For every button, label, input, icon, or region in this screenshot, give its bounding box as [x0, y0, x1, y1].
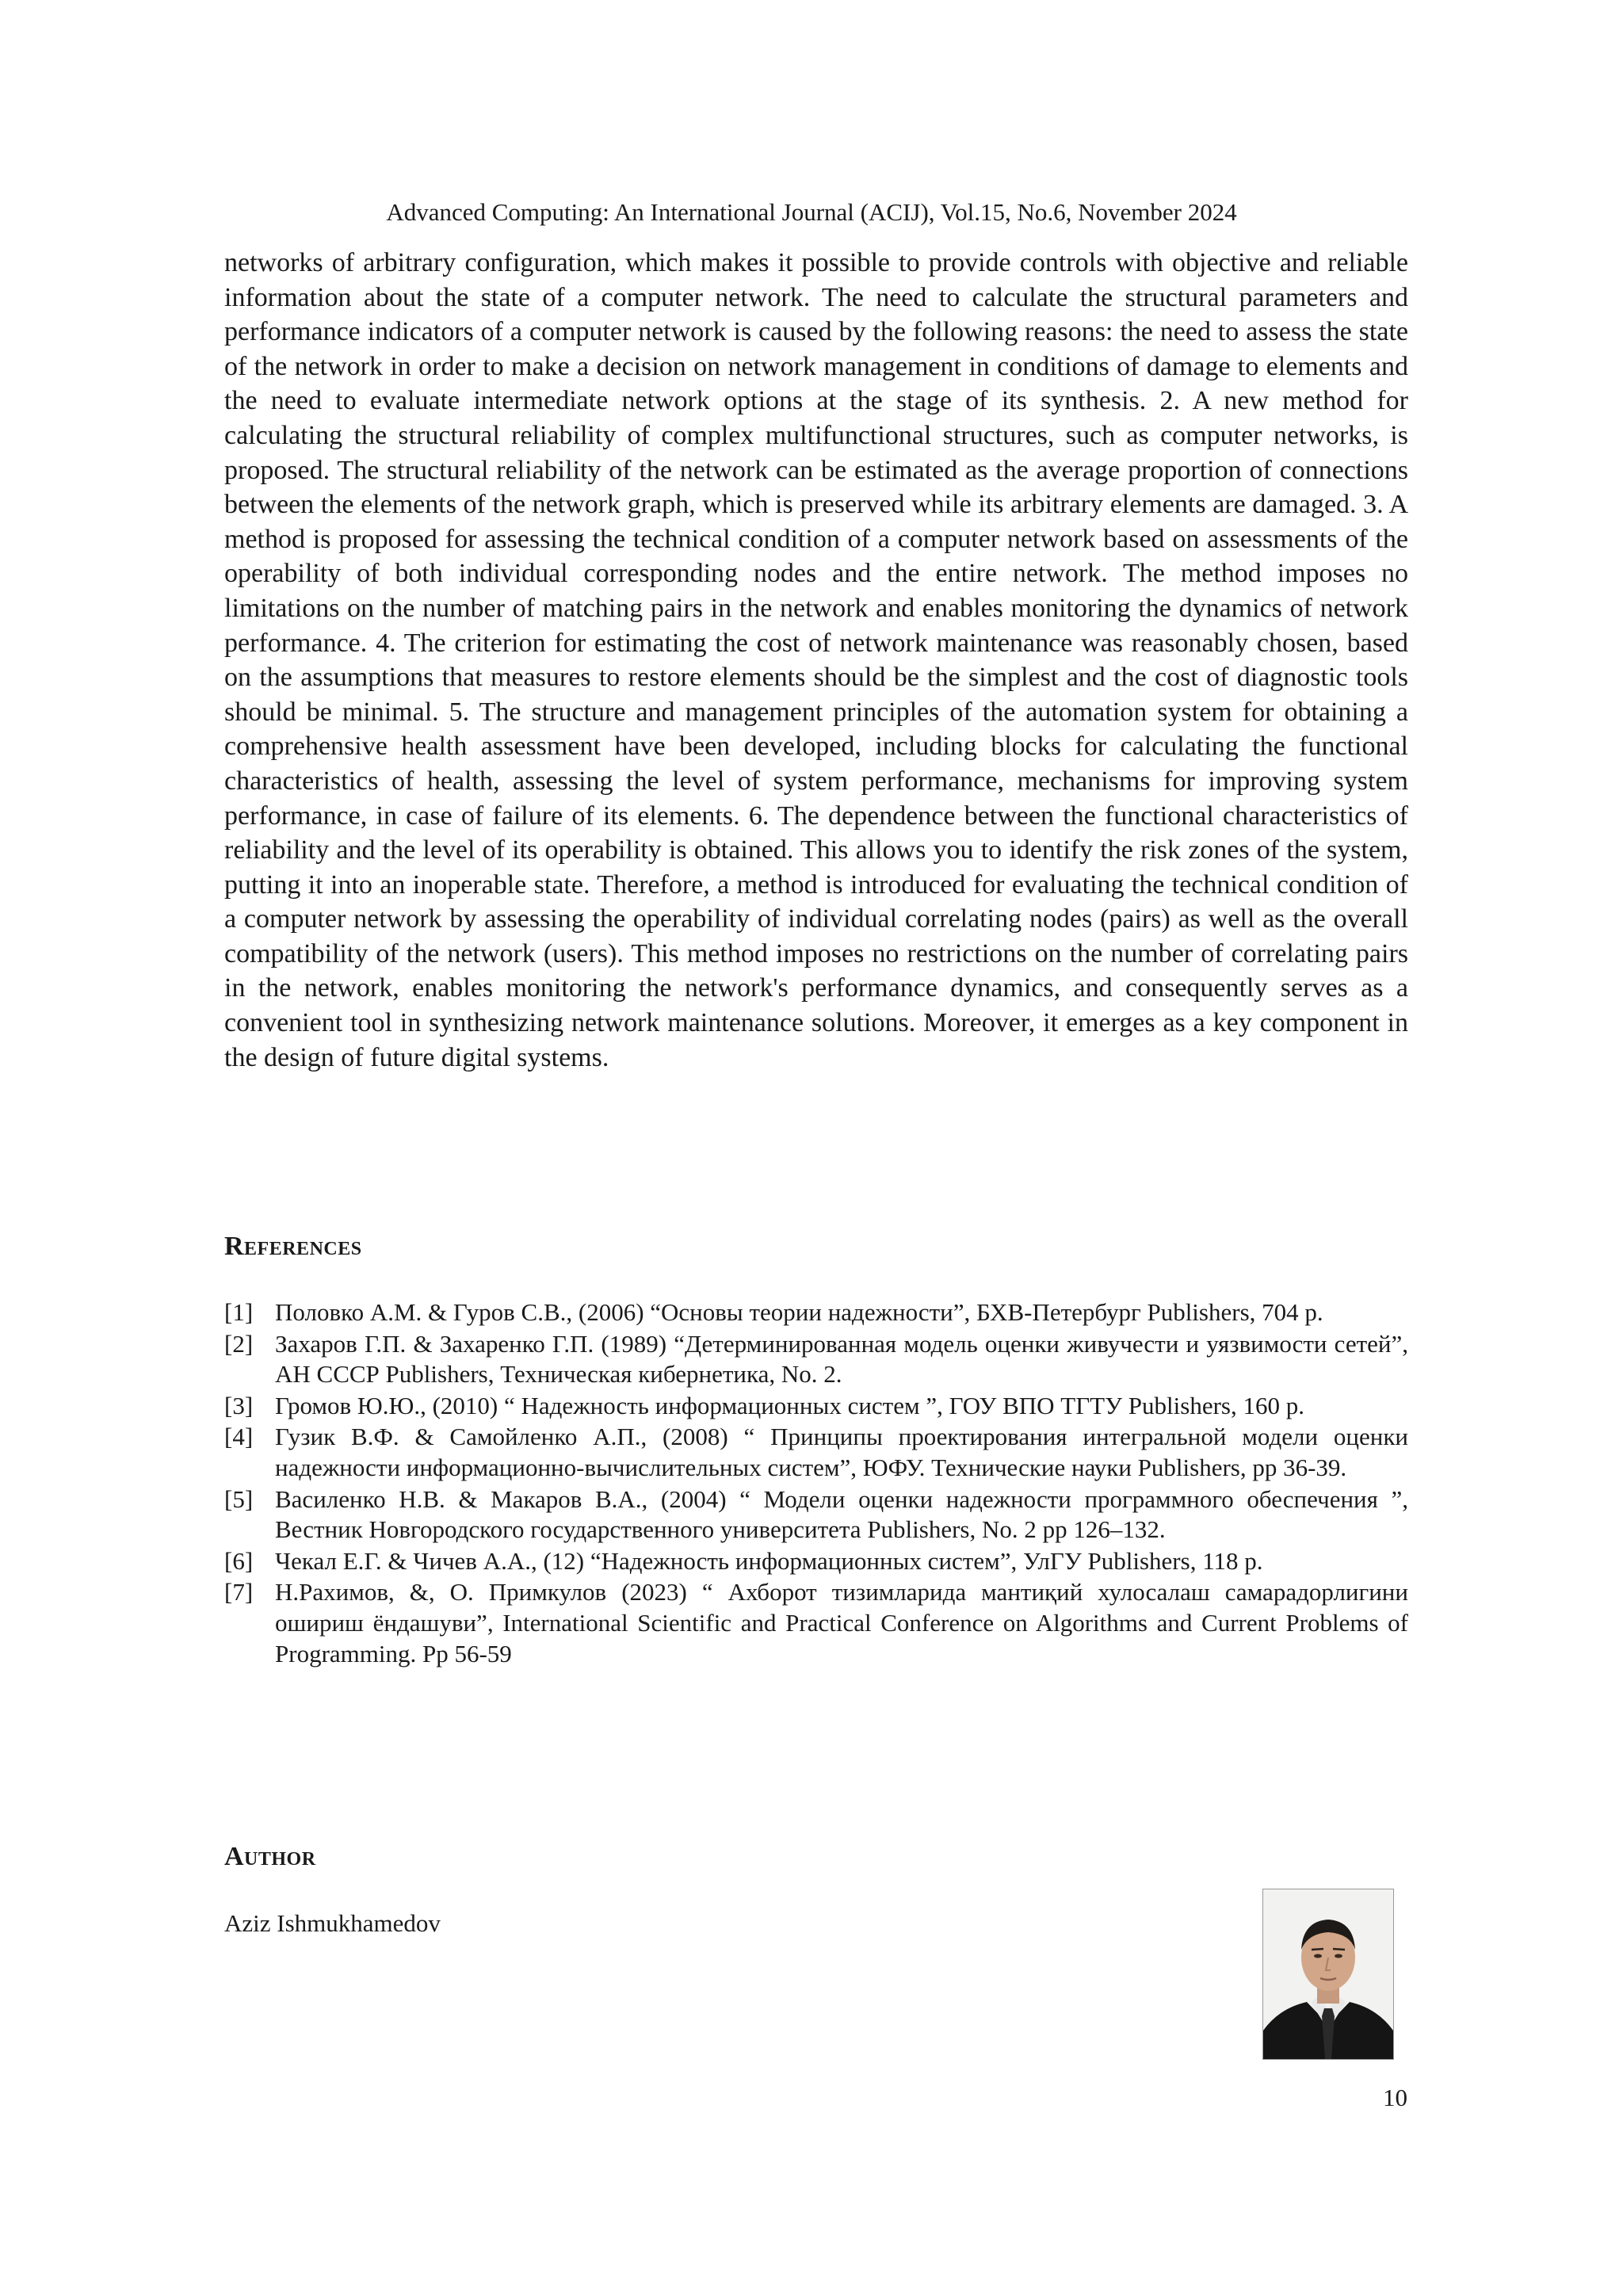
- reference-number: [6]: [224, 1546, 254, 1575]
- references-heading: References: [224, 1232, 362, 1261]
- reference-number: [4]: [224, 1423, 254, 1451]
- reference-item: [224, 1546, 1408, 1577]
- reference-number: [5]: [224, 1484, 254, 1513]
- reference-text: Гузик В.Ф. & Самойленко А.П., (2008) “ Принципы проектирования интегральной модели оценки надежности информационно-вычислительных систем”, ЮФУ. Технические науки Publishers, pp 36-39.: [275, 1423, 1408, 1481]
- author-name: Aziz Ishmukhamedov: [224, 1909, 441, 1937]
- reference-text: Чекал Е.Г. & Чичев А.А., (12) “Надежность информационных систем”, УлГУ Publishers, 118 р.: [275, 1546, 1263, 1575]
- reference-text: Громов Ю.Ю., (2010) “ Надежность информационных систем ”, ГОУ ВПО ТГТУ Publishers, 160 р.: [275, 1391, 1304, 1419]
- reference-item: [224, 1484, 1408, 1545]
- reference-number: [7]: [224, 1578, 254, 1606]
- reference-number: [3]: [224, 1391, 254, 1419]
- reference-number: [1]: [224, 1298, 254, 1326]
- author-portrait-image: [1263, 1889, 1393, 2059]
- page-number: 10: [1383, 2084, 1407, 2111]
- reference-text: Н.Рахимов, &, О. Примкулов (2023) “ Ахборот тизимларида мантиқий хулосалаш самарадорлигини ошириш ёндашуви”, International Scientific and Practical Conference on Algorithms and Current Problems of Programming. Pp 56-59: [275, 1578, 1408, 1668]
- references-list: [224, 1297, 1408, 1670]
- reference-item: [224, 1391, 1408, 1422]
- reference-item: [224, 1329, 1408, 1390]
- reference-text: Захаров Г.П. & Захаренко Г.П. (1989) “Детерминированная модель оценки живучести и уязвимости сетей”, АН СССР Publishers, Техническая кибернетика, No. 2.: [275, 1329, 1408, 1389]
- reference-text: Половко А.М. & Гуров С.В., (2006) “Основы теории надежности”, БХВ-Петербург Publishers, 704 р.: [275, 1298, 1323, 1326]
- author-photo: [1262, 1889, 1394, 2060]
- body-paragraph: networks of arbitrary configuration, which makes it possible to provide controls with objective and reliable information about the state of a computer network. The need to calculate the structural parameters and performance indicators of a computer network is caused by the following reasons: the need to assess the state of the network in order to make a decision on network management in conditions of damage to elements and the need to evaluate intermediate network options at the stage of its synthesis. 2. A new method for calculating the structural reliability of complex multifunctional structures, such as computer networks, is proposed. The structural reliability of the network can be estimated as the average proportion of connections between the elements of the network graph, which is preserved while its arbitrary elements are damaged. 3. A method is proposed for assessing the technical condition of a computer network based on assessments of the operability of both individual corresponding nodes and the entire network. The method imposes no limitations on the number of matching pairs in the network and enables monitoring the dynamics of network performance. 4. The criterion for estimating the cost of network maintenance was reasonably chosen, based on the assumptions that measures to restore elements should be the simplest and the cost of diagnostic tools should be minimal. 5. The structure and management principles of the automation system for obtaining a comprehensive health assessment have been developed, including blocks for calculating the functional characteristics of health, assessing the level of system performance, mechanisms for improving system performance, in case of failure of its elements. 6. The dependence between the functional characteristics of reliability and the level of its operability is obtained. This allows you to identify the risk zones of the system, putting it into an inoperable state. Therefore, a method is introduced for evaluating the technical condition of a computer network by assessing the operability of individual correlating nodes (pairs) as well as the overall compatibility of the network (users). This method imposes no restrictions on the number of correlating pairs in the network, enables monitoring the network's performance dynamics, and consequently serves as a convenient tool in synthesizing network maintenance solutions. Moreover, it emerges as a key component in the design of future digital systems.: [224, 248, 1408, 1072]
- running-header: Advanced Computing: An International Journal (ACIJ), Vol.15, No.6, November 2024: [386, 198, 1237, 226]
- reference-text: Василенко Н.В. & Макаров В.А., (2004) “ Модели оценки надежности программного обеспечения ”, Вестник Новгородского государственного университета Publishers, No. 2 pp 126–132.: [275, 1484, 1408, 1544]
- reference-number: [2]: [224, 1329, 254, 1358]
- reference-item: [224, 1297, 1408, 1328]
- author-heading: Author: [224, 1842, 316, 1871]
- reference-item: [224, 1577, 1408, 1669]
- reference-item: [224, 1422, 1408, 1483]
